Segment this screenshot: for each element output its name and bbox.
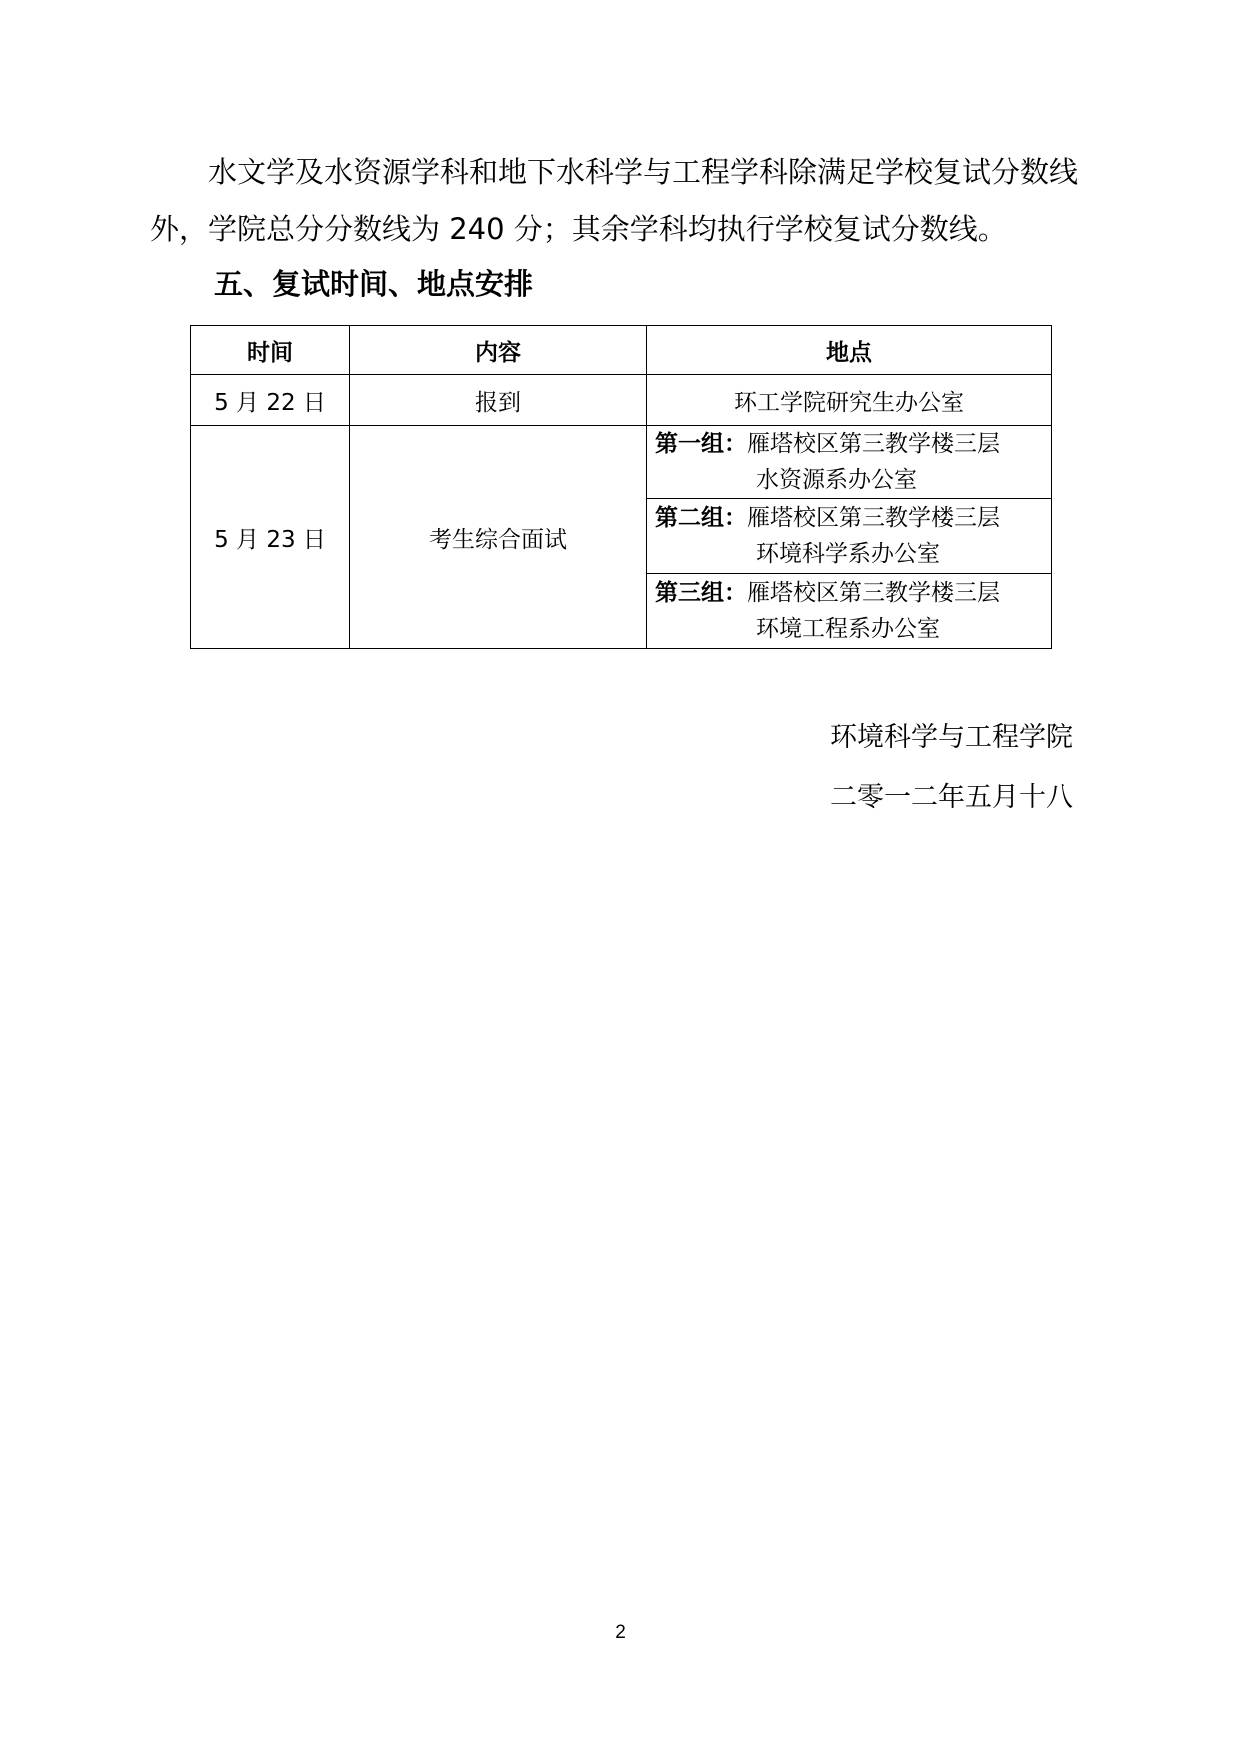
cell-content: 考生综合面试 xyxy=(350,426,647,649)
signature-date: 二零一二年五月十八 xyxy=(830,782,1073,813)
schedule-table xyxy=(190,325,1052,649)
cell-place-group-3 xyxy=(647,574,1052,649)
cell-content: 报到 xyxy=(350,375,647,426)
group-office: 环境科学系办公室 xyxy=(756,541,940,567)
group-location: 雁塔校区第三教学楼三层 xyxy=(747,431,1000,457)
table-row xyxy=(191,375,1052,426)
body-paragraph-line-1 xyxy=(150,142,1100,202)
cell-place: 环工学院研究生办公室 xyxy=(647,375,1052,426)
page-number: 2 xyxy=(615,1622,626,1643)
body-paragraph-line-2 xyxy=(150,199,1100,259)
cell-place-group-1 xyxy=(647,426,1052,499)
table-row xyxy=(191,426,1052,499)
group-location: 雁塔校区第三教学楼三层 xyxy=(747,580,1000,606)
signature-org: 环境科学与工程学院 xyxy=(830,722,1073,753)
cell-time: 5 月 23 日 xyxy=(191,426,350,649)
group-office: 水资源系办公室 xyxy=(756,467,917,493)
header-content: 内容 xyxy=(350,326,647,375)
cell-time: 5 月 22 日 xyxy=(191,375,350,426)
group-label: 第二组： xyxy=(655,505,747,531)
section-heading: 五、复试时间、地点安排 xyxy=(214,267,534,301)
cell-place-group-2 xyxy=(647,499,1052,574)
group-label: 第一组： xyxy=(655,431,747,457)
group-office: 环境工程系办公室 xyxy=(756,616,940,642)
group-location: 雁塔校区第三教学楼三层 xyxy=(747,505,1000,531)
group-label: 第三组： xyxy=(655,580,747,606)
header-place: 地点 xyxy=(647,326,1052,375)
table-header-row xyxy=(191,326,1052,375)
paragraph-text-2: 外，学院总分分数线为 240 分；其余学科均执行学校复试分数线。 xyxy=(150,212,1007,246)
paragraph-text-1: 水文学及水资源学科和地下水科学与工程学科除满足学校复试分数线 xyxy=(208,155,1079,189)
header-time: 时间 xyxy=(191,326,350,375)
